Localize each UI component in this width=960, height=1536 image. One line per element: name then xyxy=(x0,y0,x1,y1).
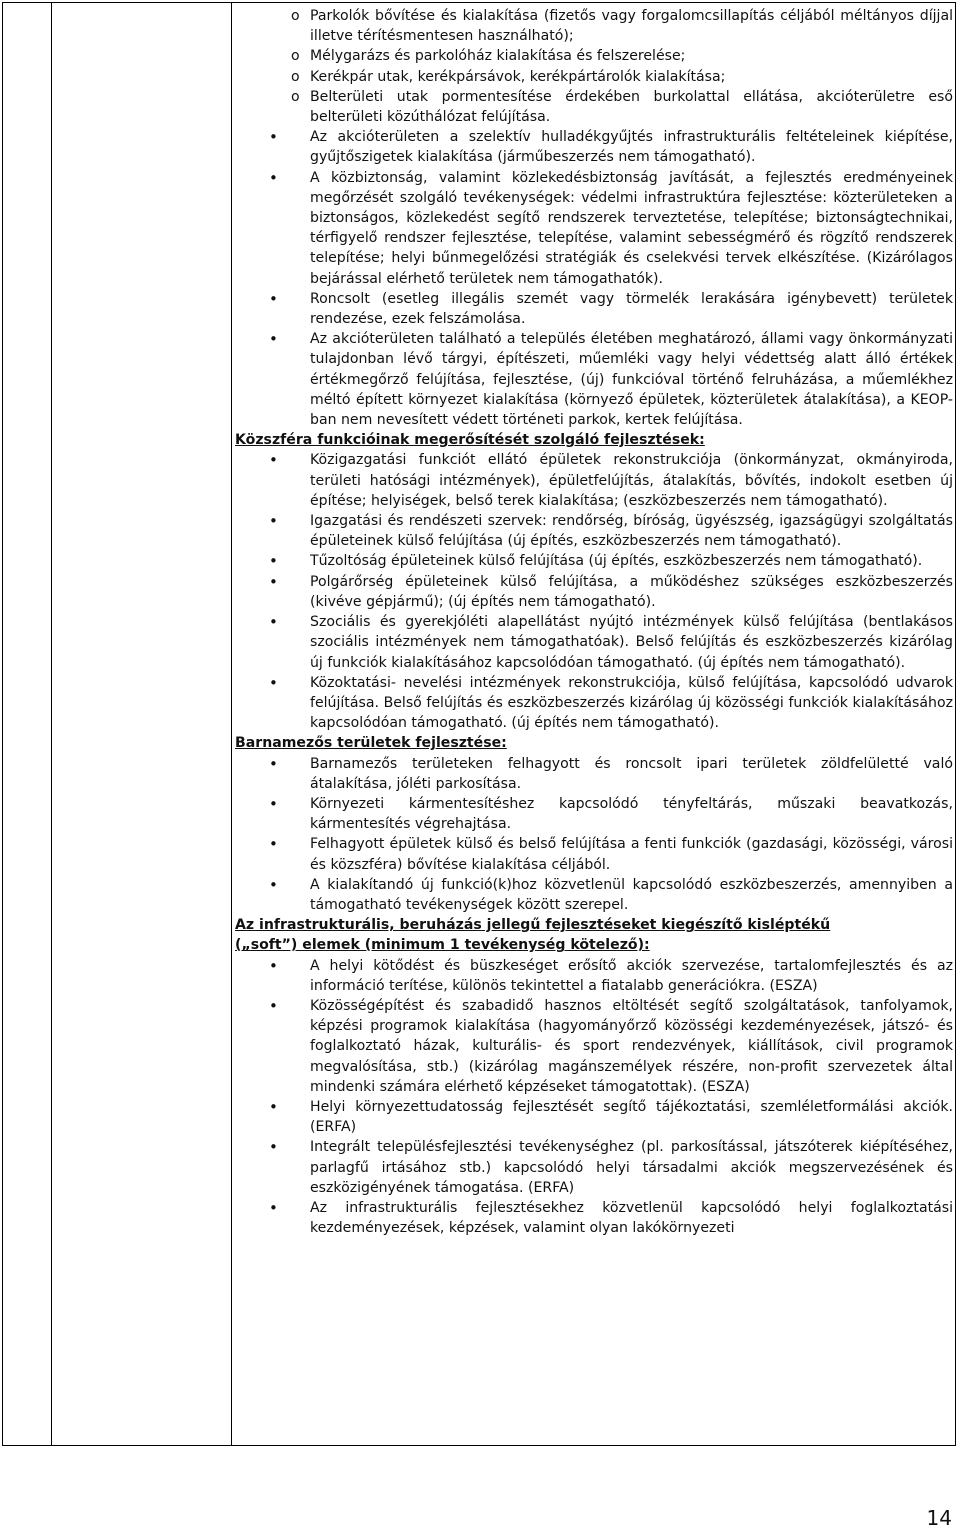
bullet-item: • Környezeti kármentesítéshez kapcsolódó tényfeltárás, műszaki beavatkozás, kármentesítés végrehajtása. xyxy=(233,794,953,834)
table-column-1 xyxy=(2,2,52,1446)
bullet-item: • Felhagyott épületek külső és belső felújítása a fenti funkciók (gazdasági, közösségi, városi és közszféra) bővítése kialakítása céljából. xyxy=(233,834,953,874)
bullet-item: • Tűzoltóság épületeinek külső felújítása (új építés, eszközbeszerzés nem támogatható). xyxy=(233,551,953,571)
bullet-item: • Az akcióterületen a szelektív hulladékgyűjtés infrastrukturális feltételeinek kiépítése, gyűjtőszigetek kialakítása (járműbeszerzés nem támogatható). xyxy=(233,127,953,167)
section-heading-barnamezos: Barnamezős területek fejlesztése: xyxy=(235,735,507,752)
bullet-item: • Az infrastrukturális fejlesztésekhez közvetlenül kapcsolódó helyi foglalkoztatási kezdeményezések, képzések, valamint olyan lakókörnyezeti xyxy=(233,1198,953,1238)
sub-list-item: o Kerékpár utak, kerékpársávok, kerékpártárolók kialakítása; xyxy=(233,67,953,87)
bullet-item: • Közigazgatási funkciót ellátó épületek rekonstrukciója (önkormányzat, okmányiroda, területi hatósági intézmények), épületfelújítás, átalakítás, bővítés, indokolt esetben új építése; helyiségek, belső terek kialakítása; (eszközbeszerzés nem támogatható). xyxy=(233,450,953,511)
sub-list-item: o Belterületi utak pormentesítése érdekében burkolattal ellátása, akcióterületre eső belterületi közúthálózat felújítása. xyxy=(233,87,953,127)
section-heading-soft xyxy=(233,915,953,955)
section-heading-soft-line2: („soft”) elemek (minimum 1 tevékenység kötelező): xyxy=(235,937,650,954)
bullet-item: • A kialakítandó új funkció(k)hoz közvetlenül kapcsolódó eszközbeszerzés, amennyiben a támogatható tevékenységek között szerepel. xyxy=(233,875,953,915)
bullet-item: • Közoktatási- nevelési intézmények rekonstrukciója, külső felújítása, kapcsolódó udvarok felújítása. Belső felújítás és eszközbeszerzés kizárólag új közösségi funkciók kialakításához kapcsolódóan támogatható. (új építés nem támogatható). xyxy=(233,673,953,734)
bullet-item: • A helyi kötődést és büszkeséget erősítő akciók szervezése, tartalomfejlesztés és az információ terítése, különös tekintettel a fiatalabb generációkra. (ESZA) xyxy=(233,956,953,996)
page-number: 14 xyxy=(926,1506,952,1530)
bullet-item: • Roncsolt (esetleg illegális szemét vagy törmelék lerakására igénybevett) területek rendezése, ezek felszámolása. xyxy=(233,289,953,329)
table-column-2 xyxy=(52,2,232,1446)
section-heading-soft-line1: Az infrastrukturális, beruházás jellegű fejlesztéseket kiegészítő kisléptékű xyxy=(235,917,831,934)
bullet-item: • Helyi környezettudatosság fejlesztését segítő tájékoztatási, szemléletformálási akciók. (ERFA) xyxy=(233,1097,953,1137)
bullet-item: • Az akcióterületen található a település életében meghatározó, állami vagy önkormányzati tulajdonban lévő tárgyi, építészeti, műemléki vagy helyi védettség alatt álló értékek értékmegőrző felújítása, fejlesztése, (új) funkcióval történő felruházása, a műemlékhez méltó épített környezet kialakítása (környező épületek, közterületek átalakítása), a KEOP-ban nem nevesített védett történeti parkok, kertek felújítása. xyxy=(233,329,953,430)
bullet-item: • A közbiztonság, valamint közlekedésbiztonság javítását, a fejlesztés eredményeinek megőrzését szolgáló tevékenységek: védelmi infrastruktúra fejlesztése: közterületeken a biztonságos, közlekedést segítő rendszerek terveztetése, telepítése; biztonságtechnikai, térfigyelő rendszer fejlesztése, telepítése, valamint sebességmérő és rögzítő rendszerek telepítése; helyi bűnmegelőzési stratégiák és cselekvési tervek elkészítése. (Kizárólagos bejárással elérhető területek nem támogathatók). xyxy=(233,168,953,289)
sub-list-item: o Mélygarázs és parkolóház kialakítása és felszerelése; xyxy=(233,46,953,66)
content-cell xyxy=(233,6,953,1238)
bullet-item: • Igazgatási és rendészeti szervek: rendőrség, bíróság, ügyészség, igazságügyi szolgáltatás épületeinek külső felújítása (új építés, eszközbeszerzés nem támogatható). xyxy=(233,511,953,551)
bullet-item: • Barnamezős területeken felhagyott és roncsolt ipari területek zöldfelületté való átalakítása, jóléti parkosítása. xyxy=(233,754,953,794)
sub-list-item: o Parkolók bővítése és kialakítása (fizetős vagy forgalomcsillapítás céljából méltányos díjjal illetve térítésmentesen használható); xyxy=(233,6,953,46)
section-heading-kozszfera: Közszféra funkcióinak megerősítését szolgáló fejlesztések: xyxy=(235,432,705,449)
bullet-item: • Közösségépítést és szabadidő hasznos eltöltését segítő szolgáltatások, tanfolyamok, képzési programok kialakítása (hagyományőrző közösségi kezdeményezések, játszó- és foglalkoztató házak, kulturális- és sport rendezvények, kiállítások, civil programok megvalósítása, stb.) (kizárólag magánszemélyek részére, non-profit szervezetek által mindenki számára elérhető képzéseket támogatottak). (ESZA) xyxy=(233,996,953,1097)
bullet-item: • Polgárőrség épületeinek külső felújítása, a működéshez szükséges eszközbeszerzés (kivéve gépjármű); (új építés nem támogatható). xyxy=(233,572,953,612)
bullet-item: • Integrált településfejlesztési tevékenységhez (pl. parkosítással, játszóterek kiépítéséhez, parlagfű irtásához stb.) kapcsolódó helyi társadalmi akciók megszervezésének és eszközigényének támogatása. (ERFA) xyxy=(233,1137,953,1198)
bullet-item: • Szociális és gyerekjóléti alapellátást nyújtó intézmények külső felújítása (bentlakásos szociális intézmények nem támogathatóak). Belső felújítás és eszközbeszerzés kizárólag új funkciók kialakításához kapcsolódóan támogatható. (új építés nem támogatható). xyxy=(233,612,953,673)
